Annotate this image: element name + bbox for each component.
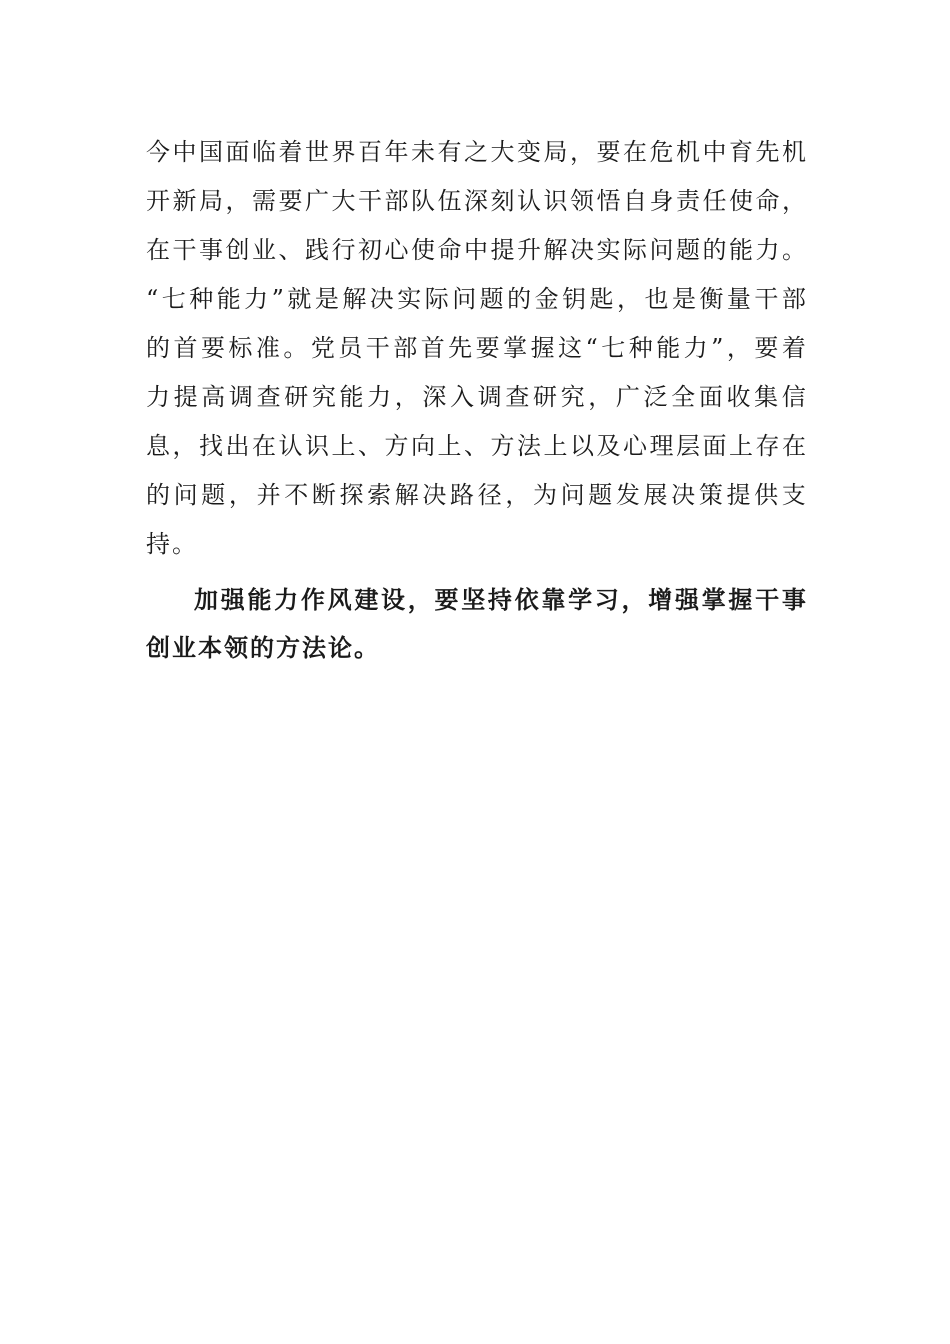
paragraph-line: 创业本领的方法论。 — [146, 634, 380, 662]
paragraph-line: 加 强 能 力 作 风 建 设 ， 要 坚 持 依 靠 学 习 ， 增 强 掌 握 干 事 — [194, 586, 806, 614]
paragraph-line: 持。 — [146, 530, 198, 558]
paragraph-line: 开 新 局 ， 需 要 广 大 干 部 队 伍 深 刻 认 识 领 悟 自 身 责 任 使 命 ， — [146, 187, 806, 215]
paragraph-line: 力 提 高 调 查 研 究 能 力 ， 深 入 调 查 研 究 ， 广 泛 全 面 收 集 信 — [146, 383, 806, 411]
paragraph-line: 的 首 要 标 准 。 党 员 干 部 首 先 要 掌 握 这 “ 七 种 能 力 ” ， 要 着 — [146, 334, 806, 362]
body-paragraph-1 — [146, 128, 806, 569]
paragraph-line: 息 ， 找 出 在 认 识 上 、 方 向 上 、 方 法 上 以 及 心 理 层 面 上 存 在 — [146, 432, 806, 460]
paragraph-line: “ 七 种 能 力 ” 就 是 解 决 实 际 问 题 的 金 钥 匙 ， 也 是 衡 量 干 部 — [146, 285, 806, 313]
paragraph-line: 在 干 事 创 业 、 践 行 初 心 使 命 中 提 升 解 决 实 际 问 题 的 能 力 。 — [146, 236, 806, 264]
paragraph-line: 的 问 题 ， 并 不 断 探 索 解 决 路 径 ， 为 问 题 发 展 决 策 提 供 支 — [146, 481, 806, 509]
body-paragraph-2-bold — [146, 576, 806, 672]
paragraph-line: 今 中 国 面 临 着 世 界 百 年 未 有 之 大 变 局 ， 要 在 危 机 中 育 先 机 — [146, 138, 806, 166]
